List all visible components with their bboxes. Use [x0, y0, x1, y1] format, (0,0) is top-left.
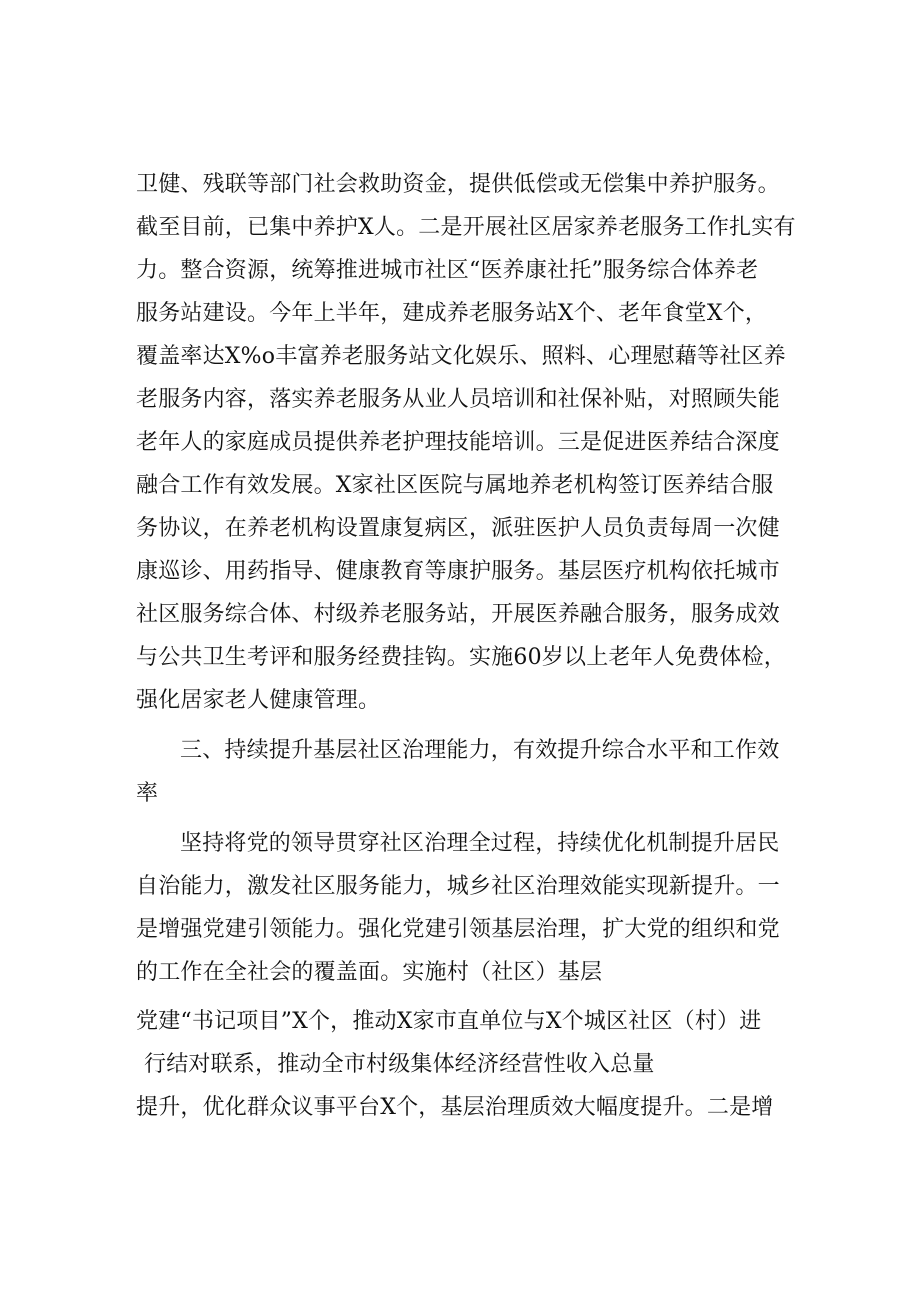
body-text-line: 强化居家老人健康管理。: [136, 688, 381, 713]
body-text-line: 康巡诊、用药指导、健康教育等康护服务。基层医疗机构依托城市: [136, 559, 780, 584]
body-text-line: 坚持将党的领导贯穿社区治理全过程，持续优化机制提升居民: [180, 831, 780, 856]
body-text-line: 老年人的家庭成员提供养老护理技能培训。三是促进医养结合深度: [136, 430, 780, 455]
body-text-line: 服务站建设。今年上半年，建成养老服务站X个、老年食堂X个，: [136, 301, 768, 326]
body-text-line: 力。整合资源，统筹推进城市社区“医养康社托”服务综合体养老: [136, 258, 759, 283]
body-text-line: 务协议，在养老机构设置康复病区，派驻医护人员负责每周一次健: [136, 516, 780, 541]
body-text-line: 行结对联系，推动全市村级集体经济经营性收入总量: [144, 1052, 655, 1077]
body-text-line: 党建“书记项目”X个，推动X家市直单位与X个城区社区（村）进: [136, 1009, 762, 1034]
body-text-line: 的工作在全社会的覆盖面。实施村（社区）基层: [136, 960, 603, 985]
body-text-line: 提升，优化群众议事平台X个，基层治理质效大幅度提升。二是增: [136, 1095, 774, 1120]
body-text-line: 截至目前，已集中养护X人。二是开展社区居家养老服务工作扎实有: [136, 215, 796, 240]
body-text-line: 社区服务综合体、村级养老服务站，开展医养融合服务，服务成效: [136, 602, 780, 627]
body-text-line: 自治能力，激发社区服务能力，城乡社区治理效能实现新提升。一: [136, 874, 780, 899]
body-text-line: 融合工作有效发展。X家社区医院与属地养老机构签订医养结合服: [136, 473, 774, 498]
body-text-line: 是增强党建引领能力。强化党建引领基层治理，扩大党的组织和党: [136, 917, 780, 942]
body-text-line: 与公共卫生考评和服务经费挂钩。实施60岁以上老年人免费体检，: [136, 645, 786, 670]
section-heading: 三、持续提升基层社区治理能力，有效提升综合水平和工作效: [180, 738, 780, 763]
body-text-line: 覆盖率达X%o丰富养老服务站文化娱乐、照料、心理慰藉等社区养: [136, 344, 786, 369]
body-text-line: 老服务内容，落实养老服务从业人员培训和社保补贴，对照顾失能: [136, 387, 780, 412]
body-text-line: 卫健、残联等部门社会救助资金，提供低偿或无偿集中养护服务。: [136, 172, 780, 197]
section-heading: 率: [136, 781, 159, 806]
